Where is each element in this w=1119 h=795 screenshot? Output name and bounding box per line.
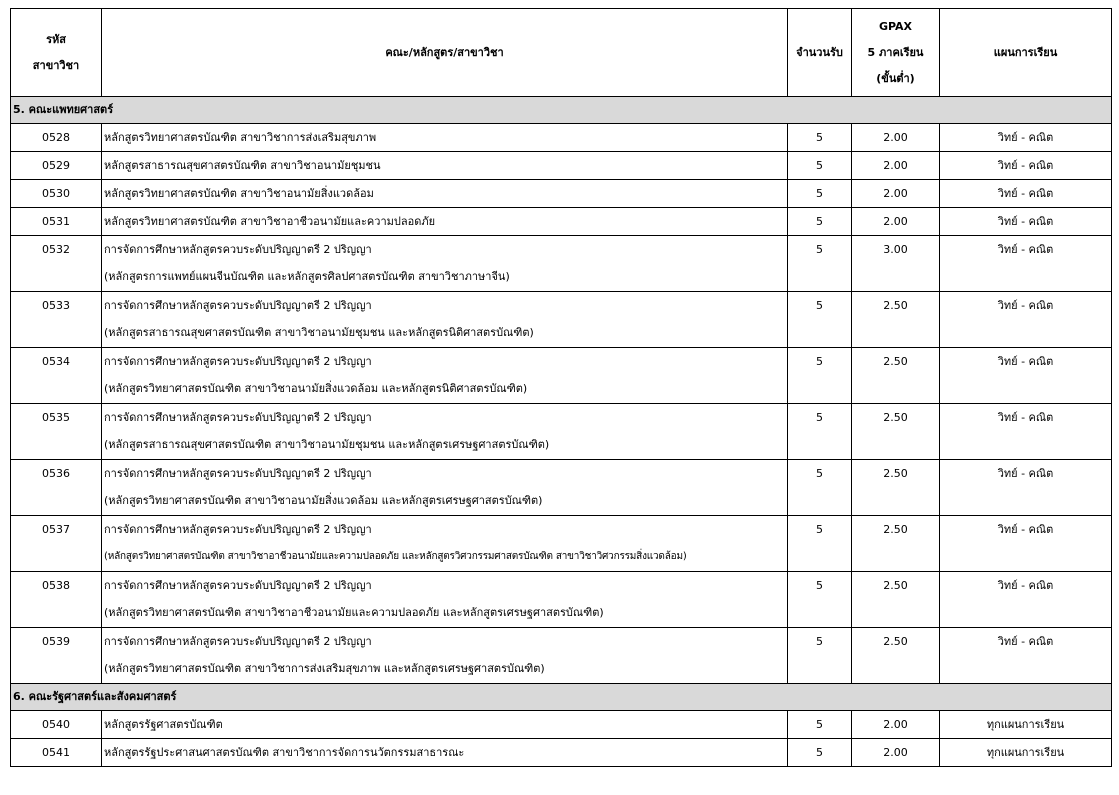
- table-row: [11, 124, 1112, 152]
- program-name: [102, 180, 788, 208]
- program-name: [102, 516, 788, 572]
- table-row: [11, 572, 1112, 628]
- header-code-line-1: รหัส: [46, 32, 66, 46]
- header-plan: แผนการเรียน: [940, 9, 1112, 97]
- plan-value: วิทย์ - คณิต: [940, 516, 1112, 572]
- program-name: [102, 711, 788, 739]
- gpax-value: 2.50: [852, 628, 940, 684]
- program-code: 0533: [11, 292, 102, 348]
- table-row: [11, 516, 1112, 572]
- program-name: [102, 460, 788, 516]
- program-line: การจัดการศึกษาหลักสูตรควบระดับปริญญาตรี 2 ปริญญา: [104, 579, 372, 592]
- plan-value: วิทย์ - คณิต: [940, 208, 1112, 236]
- plan-value: วิทย์ - คณิต: [940, 292, 1112, 348]
- seats-value: 5: [788, 711, 852, 739]
- gpax-value: 2.50: [852, 292, 940, 348]
- header-seats: จำนวนรับ: [788, 9, 852, 97]
- seats-value: 5: [788, 292, 852, 348]
- program-detail-line: (หลักสูตรวิทยาศาสตรบัณฑิต สาขาวิชาอาชีวอนามัยและความปลอดภัย และหลักสูตรเศรษฐศาสตรบัณฑิต): [104, 606, 604, 619]
- table-row: [11, 404, 1112, 460]
- plan-value: ทุกแผนการเรียน: [940, 739, 1112, 767]
- header-code: [11, 9, 102, 97]
- section-row: [11, 97, 1112, 124]
- program-code: 0537: [11, 516, 102, 572]
- program-code: 0539: [11, 628, 102, 684]
- plan-value: วิทย์ - คณิต: [940, 404, 1112, 460]
- program-line: การจัดการศึกษาหลักสูตรควบระดับปริญญาตรี 2 ปริญญา: [104, 411, 372, 424]
- gpax-value: 2.00: [852, 180, 940, 208]
- program-code: 0536: [11, 460, 102, 516]
- gpax-value: 2.50: [852, 572, 940, 628]
- program-line: หลักสูตรรัฐศาสตรบัณฑิต: [104, 718, 223, 731]
- program-line: หลักสูตรสาธารณสุขศาสตรบัณฑิต สาขาวิชาอนามัยชุมชน: [104, 159, 381, 172]
- program-line: การจัดการศึกษาหลักสูตรควบระดับปริญญาตรี 2 ปริญญา: [104, 635, 372, 648]
- program-detail-line: (หลักสูตรวิทยาศาสตรบัณฑิต สาขาวิชาอนามัยสิ่งแวดล้อม และหลักสูตรเศรษฐศาสตรบัณฑิต): [104, 494, 543, 507]
- plan-value: วิทย์ - คณิต: [940, 180, 1112, 208]
- program-name: [102, 348, 788, 404]
- seats-value: 5: [788, 152, 852, 180]
- table-row: [11, 208, 1112, 236]
- table-row: [11, 460, 1112, 516]
- header-program: คณะ/หลักสูตร/สาขาวิชา: [102, 9, 788, 97]
- program-line: การจัดการศึกษาหลักสูตรควบระดับปริญญาตรี 2 ปริญญา: [104, 299, 372, 312]
- program-line: การจัดการศึกษาหลักสูตรควบระดับปริญญาตรี 2 ปริญญา: [104, 523, 372, 536]
- program-line: การจัดการศึกษาหลักสูตรควบระดับปริญญาตรี 2 ปริญญา: [104, 243, 372, 256]
- table-row: [11, 152, 1112, 180]
- program-line: การจัดการศึกษาหลักสูตรควบระดับปริญญาตรี 2 ปริญญา: [104, 467, 372, 480]
- header-code-line-2: สาขาวิชา: [32, 58, 80, 72]
- program-name: [102, 628, 788, 684]
- program-name: [102, 404, 788, 460]
- seats-value: 5: [788, 628, 852, 684]
- gpax-value: 2.50: [852, 348, 940, 404]
- program-code: 0535: [11, 404, 102, 460]
- section-title: 5. คณะแพทยศาสตร์: [11, 97, 1112, 124]
- plan-value: ทุกแผนการเรียน: [940, 711, 1112, 739]
- header-gpax-line-2: 5 ภาคเรียน: [867, 45, 924, 59]
- program-detail-line: (หลักสูตรวิทยาศาสตรบัณฑิต สาขาวิชาการส่งเสริมสุขภาพ และหลักสูตรเศรษฐศาสตรบัณฑิต): [104, 662, 545, 675]
- seats-value: 5: [788, 236, 852, 292]
- program-code: 0530: [11, 180, 102, 208]
- table-row: [11, 180, 1112, 208]
- program-code: 0538: [11, 572, 102, 628]
- program-name: [102, 208, 788, 236]
- seats-value: 5: [788, 516, 852, 572]
- table-row: [11, 711, 1112, 739]
- gpax-value: 2.00: [852, 152, 940, 180]
- seats-value: 5: [788, 460, 852, 516]
- header-gpax-line-3: (ขั้นต่ำ): [876, 71, 915, 85]
- program-code: 0534: [11, 348, 102, 404]
- table-header-row: [11, 9, 1112, 97]
- seats-value: 5: [788, 180, 852, 208]
- section-row: [11, 684, 1112, 711]
- table-row: [11, 739, 1112, 767]
- program-code: 0531: [11, 208, 102, 236]
- program-code: 0528: [11, 124, 102, 152]
- table-row: [11, 236, 1112, 292]
- seats-value: 5: [788, 208, 852, 236]
- plan-value: วิทย์ - คณิต: [940, 460, 1112, 516]
- program-detail-line: (หลักสูตรวิทยาศาสตรบัณฑิต สาขาวิชาอาชีวอนามัยและความปลอดภัย และหลักสูตรวิศวกรรมศาสตรบัณฑิต สาขาวิชาวิศวกรรมสิ่งแวดล้อม): [104, 551, 687, 562]
- gpax-value: 2.00: [852, 711, 940, 739]
- gpax-value: 2.50: [852, 516, 940, 572]
- header-gpax-line-1: GPAX: [878, 19, 913, 33]
- seats-value: 5: [788, 572, 852, 628]
- program-code: 0541: [11, 739, 102, 767]
- gpax-value: 2.00: [852, 208, 940, 236]
- table-row: [11, 628, 1112, 684]
- program-name: [102, 236, 788, 292]
- seats-value: 5: [788, 124, 852, 152]
- gpax-value: 2.50: [852, 460, 940, 516]
- table-row: [11, 292, 1112, 348]
- plan-value: วิทย์ - คณิต: [940, 628, 1112, 684]
- program-detail-line: (หลักสูตรสาธารณสุขศาสตรบัณฑิต สาขาวิชาอนามัยชุมชน และหลักสูตรนิติศาสตรบัณฑิต): [104, 326, 534, 339]
- program-line: หลักสูตรวิทยาศาสตรบัณฑิต สาขาวิชาอาชีวอนามัยและความปลอดภัย: [104, 215, 436, 228]
- section-title: 6. คณะรัฐศาสตร์และสังคมศาสตร์: [11, 684, 1112, 711]
- plan-value: วิทย์ - คณิต: [940, 124, 1112, 152]
- program-line: การจัดการศึกษาหลักสูตรควบระดับปริญญาตรี 2 ปริญญา: [104, 355, 372, 368]
- plan-value: วิทย์ - คณิต: [940, 572, 1112, 628]
- program-line: หลักสูตรวิทยาศาสตรบัณฑิต สาขาวิชาการส่งเสริมสุขภาพ: [104, 131, 377, 144]
- plan-value: วิทย์ - คณิต: [940, 152, 1112, 180]
- program-detail-line: (หลักสูตรการแพทย์แผนจีนบัณฑิต และหลักสูตรศิลปศาสตรบัณฑิต สาขาวิชาภาษาจีน): [104, 270, 510, 283]
- header-gpax: [852, 9, 940, 97]
- gpax-value: 2.50: [852, 404, 940, 460]
- seats-value: 5: [788, 739, 852, 767]
- gpax-value: 2.00: [852, 739, 940, 767]
- program-name: [102, 292, 788, 348]
- program-name: [102, 572, 788, 628]
- admission-table: [10, 8, 1112, 767]
- program-name: [102, 152, 788, 180]
- gpax-value: 2.00: [852, 124, 940, 152]
- program-line: หลักสูตรรัฐประศาสนศาสตรบัณฑิต สาขาวิชาการจัดการนวัตกรรมสาธารณะ: [104, 746, 465, 759]
- program-code: 0532: [11, 236, 102, 292]
- seats-value: 5: [788, 404, 852, 460]
- program-line: หลักสูตรวิทยาศาสตรบัณฑิต สาขาวิชาอนามัยสิ่งแวดล้อม: [104, 187, 374, 200]
- program-name: [102, 124, 788, 152]
- gpax-value: 3.00: [852, 236, 940, 292]
- plan-value: วิทย์ - คณิต: [940, 348, 1112, 404]
- program-code: 0529: [11, 152, 102, 180]
- program-name: [102, 739, 788, 767]
- program-code: 0540: [11, 711, 102, 739]
- seats-value: 5: [788, 348, 852, 404]
- program-detail-line: (หลักสูตรสาธารณสุขศาสตรบัณฑิต สาขาวิชาอนามัยชุมชน และหลักสูตรเศรษฐศาสตรบัณฑิต): [104, 438, 550, 451]
- plan-value: วิทย์ - คณิต: [940, 236, 1112, 292]
- table-row: [11, 348, 1112, 404]
- program-detail-line: (หลักสูตรวิทยาศาสตรบัณฑิต สาขาวิชาอนามัยสิ่งแวดล้อม และหลักสูตรนิติศาสตรบัณฑิต): [104, 382, 528, 395]
